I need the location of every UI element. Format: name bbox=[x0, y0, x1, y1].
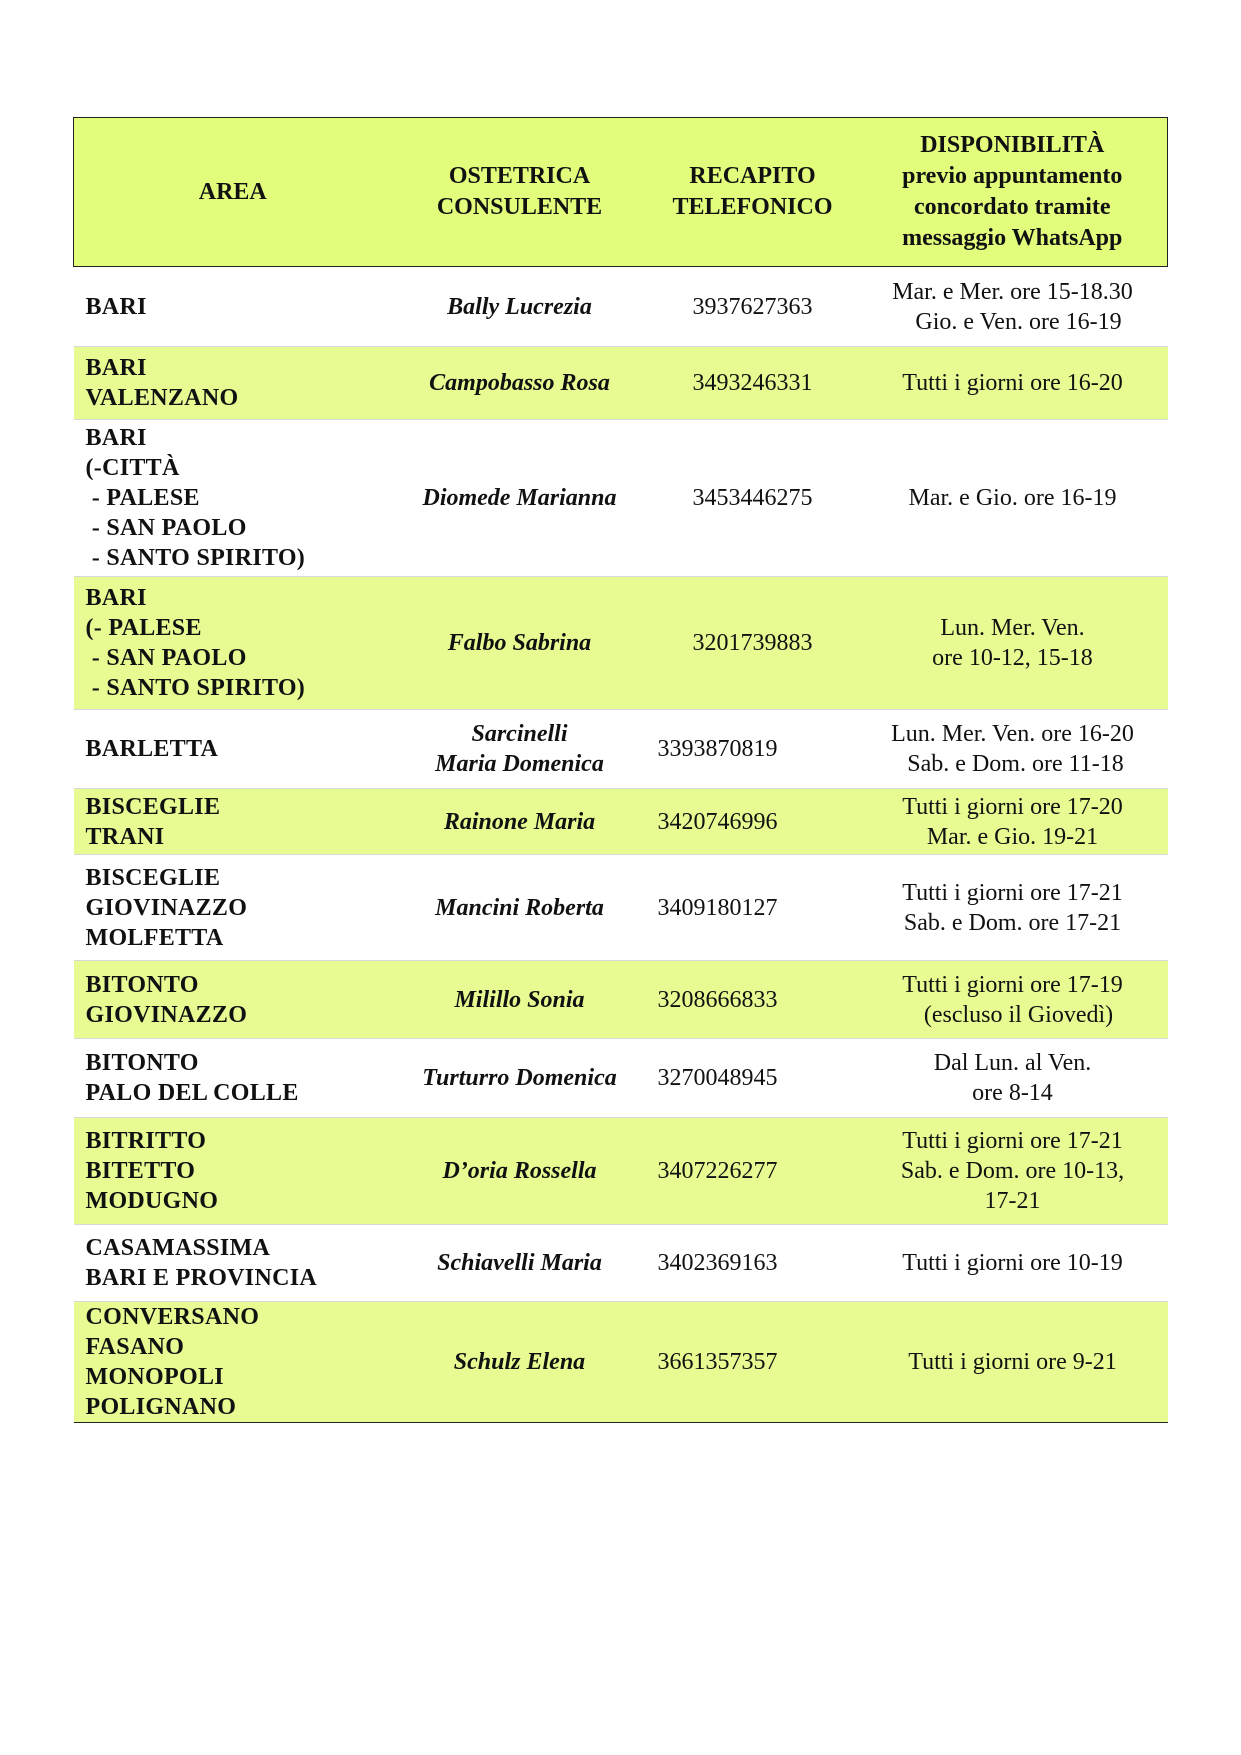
telefono-cell: 3420746996 bbox=[657, 808, 778, 835]
ostetrica-cell bbox=[392, 577, 648, 710]
telefono-cell: 3407226277 bbox=[657, 1158, 778, 1184]
area-line: POLIGNANO bbox=[85, 1394, 237, 1420]
area-line: (-CITTÀ bbox=[85, 455, 180, 481]
telefono-cell: 3409180127 bbox=[657, 894, 778, 921]
ostetrica-name: Milillo Sonia bbox=[454, 986, 585, 1013]
header-label-line: CONSULENTE bbox=[436, 194, 603, 220]
table-row bbox=[74, 267, 1168, 347]
table-row bbox=[74, 1118, 1168, 1225]
table-row bbox=[74, 855, 1168, 961]
area-line: - SANTO SPIRITO) bbox=[85, 675, 306, 701]
area-line: BARLETTA bbox=[85, 736, 219, 762]
disponibilita-cell bbox=[858, 789, 1168, 855]
disponibilita-cell bbox=[858, 267, 1168, 347]
area-line: GIOVINAZZO bbox=[85, 1001, 248, 1028]
disponibilita-line: Mar. e Mer. ore 15-18.30 bbox=[892, 278, 1133, 305]
table-row bbox=[74, 577, 1168, 710]
area-line: BITRITTO bbox=[85, 1128, 207, 1154]
ostetrica-name: Diomede Marianna bbox=[422, 485, 617, 511]
header-label-line: DISPONIBILITÀ bbox=[920, 132, 1105, 158]
ostetrica-name: Maria Domenica bbox=[435, 751, 604, 777]
header-label-line: previo appuntamento bbox=[902, 163, 1123, 189]
ostetrica-cell bbox=[392, 267, 648, 347]
header-label-line: messaggio WhatsApp bbox=[902, 225, 1123, 251]
disponibilita-line: Tutti i giorni ore 17-21 bbox=[902, 879, 1123, 906]
disponibilita-line: Tutti i giorni ore 17-19 bbox=[902, 971, 1123, 998]
area-line: BARI bbox=[85, 425, 147, 451]
area-cell bbox=[74, 577, 392, 710]
area-line: VALENZANO bbox=[85, 385, 239, 411]
area-line: TRANI bbox=[85, 823, 165, 850]
disponibilita-line: Mar. e Gio. ore 16-19 bbox=[908, 485, 1117, 511]
table-row bbox=[74, 1302, 1168, 1423]
telefono-cell: 3937627363 bbox=[692, 293, 813, 320]
disponibilita-line: (escluso il Giovedì) bbox=[911, 1001, 1114, 1028]
ostetrica-name: Rainone Maria bbox=[443, 808, 596, 835]
ostetrica-name: Falbo Sabrina bbox=[447, 630, 592, 656]
disponibilita-line: 17-21 bbox=[984, 1188, 1041, 1214]
disponibilita-cell bbox=[858, 710, 1168, 789]
ostetrica-cell bbox=[392, 1039, 648, 1118]
header-label-line: concordato tramite bbox=[913, 194, 1111, 220]
ostetrica-name: Turturro Domenica bbox=[422, 1065, 617, 1091]
area-cell bbox=[74, 961, 392, 1039]
area-line: BARI bbox=[85, 293, 147, 320]
area-line: BARI E PROVINCIA bbox=[85, 1265, 317, 1291]
header-label-line: OSTETRICA bbox=[448, 163, 591, 189]
area-line: BITETTO bbox=[85, 1158, 196, 1184]
area-cell bbox=[74, 1118, 392, 1225]
area-line: FASANO bbox=[85, 1334, 185, 1360]
disponibilita-cell bbox=[858, 577, 1168, 710]
disponibilita-cell bbox=[858, 347, 1168, 420]
area-line: - SANTO SPIRITO) bbox=[85, 545, 306, 571]
disponibilita-line: Sab. e Dom. ore 10-13, bbox=[900, 1158, 1125, 1184]
area-line: - SAN PAOLO bbox=[85, 645, 247, 671]
table-row bbox=[74, 1225, 1168, 1302]
table-row bbox=[74, 789, 1168, 855]
ostetrica-name: Schulz Elena bbox=[453, 1349, 586, 1375]
ostetrica-cell bbox=[392, 789, 648, 855]
disponibilita-line: Tutti i giorni ore 16-20 bbox=[902, 370, 1123, 396]
disponibilita-cell bbox=[858, 1225, 1168, 1302]
area-line: MOLFETTA bbox=[85, 924, 224, 951]
header-label-line: RECAPITO bbox=[689, 163, 816, 189]
area-line: CONVERSANO bbox=[85, 1304, 260, 1330]
disponibilita-cell bbox=[858, 961, 1168, 1039]
ostetrica-cell bbox=[392, 1225, 648, 1302]
header-ostetrica bbox=[392, 118, 648, 267]
ostetrica-cell bbox=[392, 1118, 648, 1225]
header-disponibilita bbox=[858, 118, 1168, 267]
disponibilita-line: Tutti i giorni ore 17-21 bbox=[902, 1128, 1123, 1154]
area-cell bbox=[74, 1302, 392, 1423]
disponibilita-line: Dal Lun. al Ven. bbox=[933, 1050, 1092, 1076]
disponibilita-line: Tutti i giorni ore 9-21 bbox=[908, 1349, 1117, 1375]
header-area bbox=[74, 118, 392, 267]
ostetrica-cell bbox=[392, 855, 648, 961]
disponibilita-cell bbox=[858, 1118, 1168, 1225]
disponibilita-cell bbox=[858, 420, 1168, 577]
header-label-line: TELEFONICO bbox=[672, 194, 833, 220]
disponibilita-line: Sab. e Dom. ore 17-21 bbox=[903, 909, 1122, 936]
area-line: BISCEGLIE bbox=[85, 864, 221, 891]
ostetrica-name: Sarcinelli bbox=[471, 721, 568, 747]
header-recapito bbox=[648, 118, 858, 267]
telefono-cell: 3208666833 bbox=[657, 986, 778, 1013]
disponibilita-line: Lun. Mer. Ven. ore 16-20 bbox=[891, 721, 1134, 747]
area-cell bbox=[74, 789, 392, 855]
area-cell bbox=[74, 710, 392, 789]
area-cell bbox=[74, 1225, 392, 1302]
ostetrica-name: Bally Lucrezia bbox=[447, 293, 592, 320]
area-line: BITONTO bbox=[85, 1050, 199, 1076]
area-line: CASAMASSIMA bbox=[85, 1235, 271, 1261]
table-row bbox=[74, 710, 1168, 789]
area-cell bbox=[74, 1039, 392, 1118]
ostetrica-cell bbox=[392, 420, 648, 577]
telefono-cell: 3402369163 bbox=[657, 1250, 778, 1276]
disponibilita-line: Sab. e Dom. ore 11-18 bbox=[901, 751, 1124, 777]
telefono-cell: 3493246331 bbox=[692, 370, 813, 396]
area-cell bbox=[74, 855, 392, 961]
area-cell bbox=[74, 420, 392, 577]
area-line: - PALESE bbox=[85, 485, 200, 511]
header-label-line: AREA bbox=[198, 178, 267, 205]
disponibilita-line: ore 10-12, 15-18 bbox=[932, 645, 1093, 671]
table-row bbox=[74, 1039, 1168, 1118]
disponibilita-cell bbox=[858, 1039, 1168, 1118]
telefono-cell: 3270048945 bbox=[657, 1065, 778, 1091]
ostetrica-cell bbox=[392, 710, 648, 789]
telefono-cell: 3661357357 bbox=[657, 1349, 778, 1375]
telefono-cell: 3453446275 bbox=[692, 485, 813, 511]
ostetrica-name: D’oria Rossella bbox=[442, 1158, 597, 1184]
disponibilita-line: ore 8-14 bbox=[972, 1080, 1053, 1106]
table-body bbox=[74, 267, 1168, 1423]
disponibilita-cell bbox=[858, 1302, 1168, 1423]
ostetrica-cell bbox=[392, 347, 648, 420]
disponibilita-line: Gio. e Ven. ore 16-19 bbox=[903, 308, 1122, 335]
consultants-table bbox=[73, 117, 1168, 1423]
telefono-cell: 3393870819 bbox=[657, 736, 778, 762]
area-line: BITONTO bbox=[85, 971, 199, 998]
disponibilita-line: Tutti i giorni ore 17-20 bbox=[902, 793, 1123, 820]
ostetrica-name: Mancini Roberta bbox=[435, 894, 604, 921]
area-line: BARI bbox=[85, 355, 147, 381]
disponibilita-cell bbox=[858, 855, 1168, 961]
table-header-row bbox=[74, 118, 1168, 267]
ostetrica-cell bbox=[392, 961, 648, 1039]
table-row bbox=[74, 347, 1168, 420]
area-cell bbox=[74, 347, 392, 420]
area-line: MONOPOLI bbox=[85, 1364, 224, 1390]
disponibilita-line: Lun. Mer. Ven. bbox=[940, 615, 1085, 641]
disponibilita-line: Mar. e Gio. 19-21 bbox=[926, 823, 1099, 850]
area-line: MODUGNO bbox=[85, 1188, 219, 1214]
area-line: BISCEGLIE bbox=[85, 793, 221, 820]
ostetrica-cell bbox=[392, 1302, 648, 1423]
disponibilita-line: Tutti i giorni ore 10-19 bbox=[902, 1250, 1123, 1276]
consultants-table-container bbox=[73, 117, 1167, 1423]
telefono-cell: 3201739883 bbox=[692, 630, 813, 656]
area-cell bbox=[74, 267, 392, 347]
area-line: (- PALESE bbox=[85, 615, 202, 641]
ostetrica-name: Campobasso Rosa bbox=[429, 370, 610, 396]
area-line: BARI bbox=[85, 585, 147, 611]
area-line: - SAN PAOLO bbox=[85, 515, 247, 541]
table-row bbox=[74, 961, 1168, 1039]
area-line: GIOVINAZZO bbox=[85, 894, 248, 921]
area-line: PALO DEL COLLE bbox=[85, 1080, 299, 1106]
ostetrica-name: Schiavelli Maria bbox=[437, 1250, 602, 1276]
table-row bbox=[74, 420, 1168, 577]
